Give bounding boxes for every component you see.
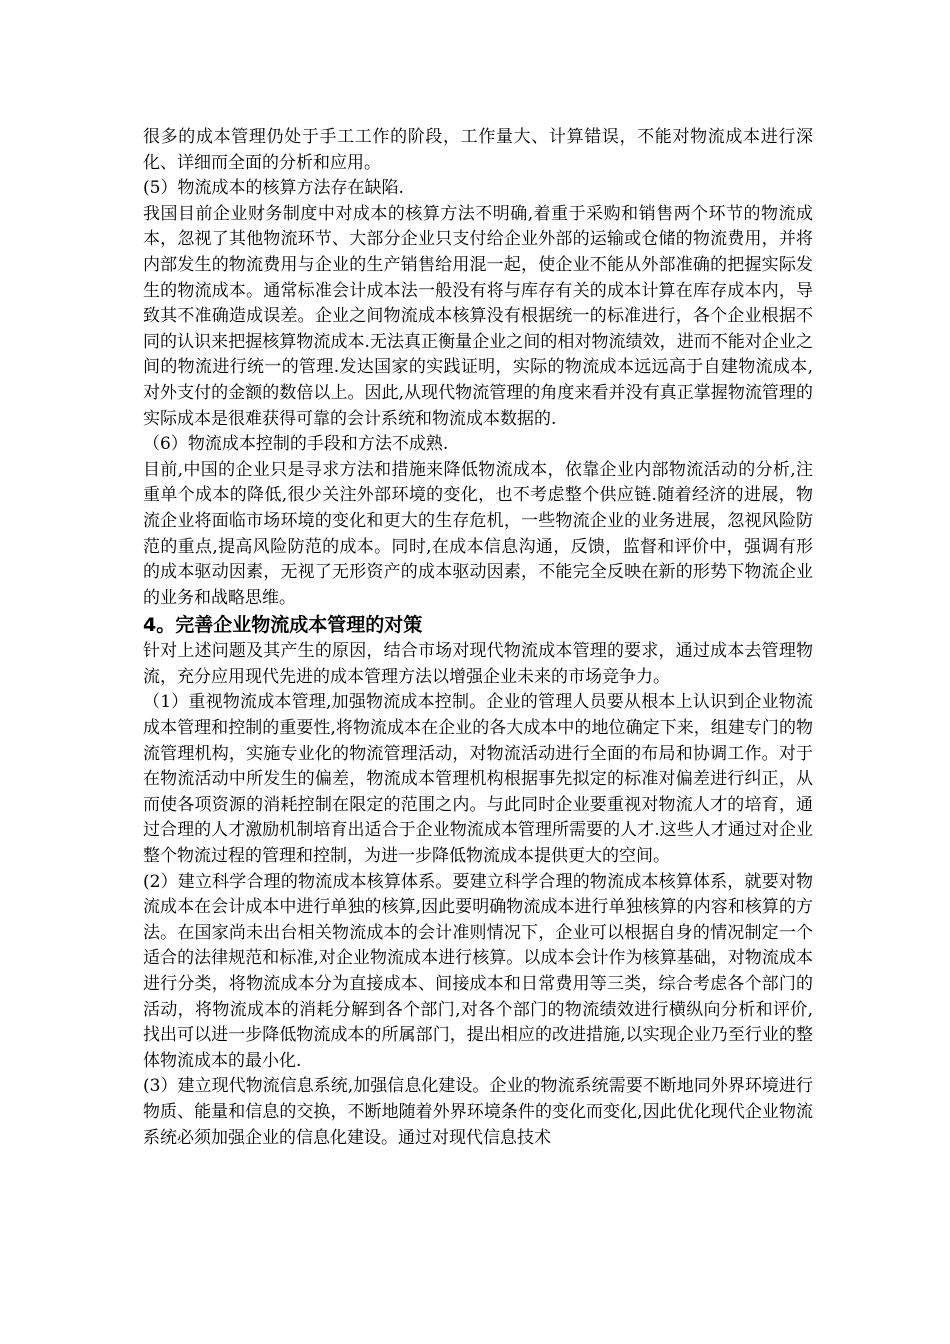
paragraph-measure-3: (3）建立现代物流信息系统,加强信息化建设。企业的物流系统需要不断地同外界环境进行物质、能量和信息的交换，不断地随着外界环境条件的变化而变化,因此优化现代企业物流系统必须加强企业的信息化建设。通过对现代信息技术 <box>143 1076 813 1148</box>
paragraph-accounting-methods: 我国目前企业财务制度中对成本的核算方法不明确,着重于采购和销售两个环节的物流成本，忽视了其他物流环节、大部分企业只支付给企业外部的运输或仓储的物流费用，并将内部发生的物流费用与企业的生产销售给用混一起，使企业不能从外部准确的把握实际发生的物流成本。通常标准会计成本法一般没有将与库存有关的成本计算在库存成本内，导致其不准确造成误差。企业之间物流成本核算没有根据统一的标准进行，各个企业根据不同的认识来把握核算物流成本.无法真正衡量企业之间的相对物流绩效，进而不能对企业之间的物流进行统一的管理.发达国家的实践证明，实际的物流成本远远高于自建物流成本,对外支付的金额的数倍以上。因此,从现代物流管理的角度来看并没有真正掌握物流管理的实际成本是很难获得可靠的会计系统和物流成本数据的. <box>143 203 813 429</box>
paragraph-intro: 针对上述问题及其产生的原因，结合市场对现代物流成本管理的要求，通过成本去管理物流，充分应用现代先进的成本管理方法以增强企业未来的市场竞争力。 <box>143 641 813 687</box>
document-body <box>143 125 813 1151</box>
subheading-6: （6）物流成本控制的手段和方法不成熟. <box>143 434 449 455</box>
paragraph-measure-1: （1）重视物流成本管理,加强物流成本控制。企业的管理人员要从根本上认识到企业物流成本管理和控制的重要性,将物流成本在企业的各大成本中的地位确定下来，组建专门的物流管理机构，实施专业化的物流管理活动，对物流活动进行全面的布局和协调工作。对于在物流活动中所发生的偏差，物流成本管理机构根据事先拟定的标准对偏差进行纠正，从而使各项资源的消耗控制在限定的范围之内。与此同时企业要重视对物流人才的培育，通过合理的人才激励机制培育出适合于企业物流成本管理所需要的人才.这些人才通过对企业整个物流过程的管理和控制，为进一步降低物流成本提供更大的空间。 <box>143 692 813 867</box>
section-heading: 4。完善企业物流成本管理的对策 <box>143 614 423 637</box>
paragraph-measure-2: (2）建立科学合理的物流成本核算体系。要建立科学合理的物流成本核算体系，就要对物流成本在会计成本中进行单独的核算,因此要明确物流成本进行单独核算的内容和核算的方法。在国家尚未出台相关物流成本的会计准则情况下，企业可以根据自身的情况制定一个适合的法律规范和标准,对企业物流成本进行核算。以成本会计作为核算基础，对物流成本进行分类，将物流成本分为直接成本、间接成本和日常费用等三类，综合考虑各个部门的活动，将物流成本的消耗分解到各个部门,对各个部门的物流绩效进行横纵向分析和评价,找出可以进一步降低物流成本的所属部门，提出相应的改进措施,以实现企业乃至行业的整体物流成本的最小化. <box>143 871 813 1071</box>
paragraph-continuation: 很多的成本管理仍处于手工工作的阶段，工作量大、计算错误，不能对物流成本进行深化、详细而全面的分析和应用。 <box>143 127 813 173</box>
subheading-5: (5）物流成本的核算方法存在缺陷. <box>143 178 404 199</box>
paragraph-control-methods: 目前,中国的企业只是寻求方法和措施来降低物流成本，依靠企业内部物流活动的分析,注重单个成本的降低,很少关注外部环境的变化，也不考虑整个供应链.随着经济的进展，物流企业将面临市场环境的变化和更大的生存危机，一些物流企业的业务进展，忽视风险防范的重点,提高风险防范的成本。同时,在成本信息沟通，反馈，监督和评价中，强调有形的成本驱动因素，无视了无形资产的成本驱动因素，不能完全反映在新的形势下物流企业的业务和战略思维。 <box>143 459 813 608</box>
